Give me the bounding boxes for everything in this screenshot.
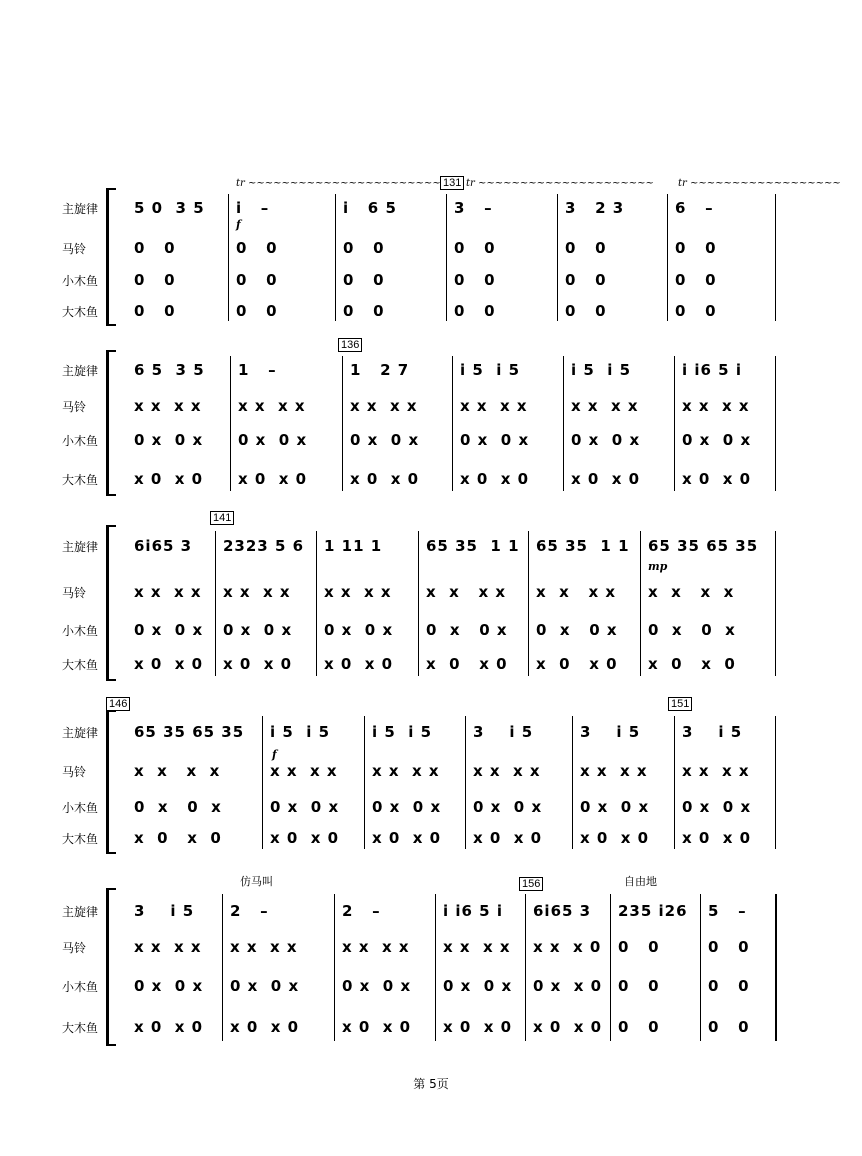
- barline: [465, 716, 466, 849]
- note-cell: i 5 i 5: [372, 723, 433, 741]
- brace-bottom-cap: [106, 852, 116, 857]
- instrument-label: 主旋律: [62, 364, 99, 378]
- trill-mark: tr ~~~~~~~~~~~~~~~~~~~~~: [466, 178, 654, 189]
- brace-top-cap: [106, 188, 116, 193]
- instrument-label: 小木鱼: [62, 801, 99, 815]
- barline: [222, 894, 223, 1041]
- note-cell: i 5 i 5: [571, 361, 632, 379]
- note-cell: 65 35 1 1: [536, 537, 630, 555]
- note-cell: x 0 x 0: [350, 470, 420, 488]
- note-cell: 0 0: [675, 271, 717, 289]
- note-cell: x 0 x 0: [134, 1018, 204, 1036]
- page-footer: 第 5页: [413, 1077, 449, 1091]
- note-cell: 0 0: [708, 938, 750, 956]
- note-cell: 1 2 7: [350, 361, 410, 379]
- note-cell: x x x x: [648, 583, 735, 601]
- brace-bottom-cap: [106, 679, 116, 684]
- performance-direction: 仿马叫: [240, 875, 273, 888]
- note-cell: x x x x: [238, 397, 306, 415]
- note-cell: 0 x 0 x: [580, 798, 650, 816]
- note-cell: 5 –: [708, 902, 747, 920]
- note-cell: 0 0: [708, 977, 750, 995]
- note-cell: 0 0: [675, 239, 717, 257]
- note-cell: x 0 x 0: [426, 655, 508, 673]
- note-cell: 1 –: [238, 361, 277, 379]
- note-cell: 0 0: [134, 302, 176, 320]
- barline: [364, 716, 365, 849]
- note-cell: 0 x 0 x: [270, 798, 340, 816]
- rehearsal-number: 156: [519, 877, 543, 891]
- note-cell: x x x x: [134, 938, 202, 956]
- instrument-label: 马铃: [62, 586, 87, 600]
- note-cell: i i6 5 i: [443, 902, 503, 920]
- note-cell: 0 x 0 x: [682, 798, 752, 816]
- barline: [775, 531, 776, 676]
- note-cell: i –: [236, 199, 270, 217]
- performance-direction: 自由地: [624, 875, 657, 888]
- barline: [262, 716, 263, 849]
- barline: [528, 531, 529, 676]
- instrument-label: 马铃: [62, 941, 87, 955]
- note-cell: 0 x 0 x: [350, 431, 420, 449]
- instrument-label: 小木鱼: [62, 274, 99, 288]
- note-cell: 0 x 0 x: [134, 977, 204, 995]
- barline: [228, 194, 229, 321]
- brace-top-cap: [106, 888, 116, 893]
- note-cell: x 0 x 0: [134, 655, 204, 673]
- note-cell: x x x x: [571, 397, 639, 415]
- note-cell: 3 i 5: [580, 723, 641, 741]
- note-cell: 3 2 3: [565, 199, 625, 217]
- barline: [610, 894, 611, 1041]
- instrument-label: 小木鱼: [62, 624, 99, 638]
- note-cell: 0 0: [675, 302, 717, 320]
- system-brace: [106, 190, 113, 325]
- rehearsal-number: 141: [210, 511, 234, 525]
- note-cell: 0 x 0 x: [460, 431, 530, 449]
- barline: [230, 356, 231, 491]
- rehearsal-number: 151: [668, 697, 692, 711]
- trill-mark: tr ~~~~~~~~~~~~~~~~~~~~~~~: [236, 178, 441, 189]
- instrument-label: 马铃: [62, 242, 87, 256]
- note-cell: 0 x 0 x: [443, 977, 513, 995]
- note-cell: 0 0: [134, 271, 176, 289]
- note-cell: x 0 x 0: [473, 829, 543, 847]
- barline: [435, 894, 436, 1041]
- note-cell: 0 0: [343, 302, 385, 320]
- note-cell: 0 0: [343, 271, 385, 289]
- instrument-label: 大木鱼: [62, 305, 99, 319]
- instrument-label: 马铃: [62, 765, 87, 779]
- barline: [335, 194, 336, 321]
- barline: [334, 894, 335, 1041]
- note-cell: 2 –: [230, 902, 269, 920]
- barline: [775, 194, 776, 321]
- note-cell: i 5 i 5: [270, 723, 331, 741]
- note-cell: 6 5 3 5: [134, 361, 205, 379]
- rehearsal-number: 131: [440, 176, 464, 190]
- note-cell: x 0 x 0: [648, 655, 736, 673]
- note-cell: x 0 x 0: [134, 470, 204, 488]
- note-cell: 0 0: [236, 302, 278, 320]
- barline: [215, 531, 216, 676]
- instrument-label: 大木鱼: [62, 1021, 99, 1035]
- note-cell: 0 x 0 x: [134, 431, 204, 449]
- instrument-label: 小木鱼: [62, 980, 99, 994]
- system-brace: [106, 712, 113, 853]
- note-cell: 0 x 0 x: [426, 621, 508, 639]
- note-cell: 0 0: [454, 239, 496, 257]
- note-cell: 3 i 5: [682, 723, 743, 741]
- note-cell: x 0 x 0: [342, 1018, 412, 1036]
- note-cell: i 6 5: [343, 199, 397, 217]
- note-cell: 2323 5 6: [223, 537, 305, 555]
- note-cell: x x x x: [443, 938, 511, 956]
- note-cell: x 0 x 0: [536, 655, 618, 673]
- note-cell: 3 –: [454, 199, 493, 217]
- brace-bottom-cap: [106, 324, 116, 329]
- note-cell: 0 x 0 x: [223, 621, 293, 639]
- note-cell: 0 0: [565, 239, 607, 257]
- brace-top-cap: [106, 525, 116, 530]
- note-cell: x x x x: [270, 762, 338, 780]
- note-cell: 0 0: [236, 239, 278, 257]
- note-cell: 6i65 3: [134, 537, 193, 555]
- note-cell: 0 x 0 x: [571, 431, 641, 449]
- note-cell: 0 x 0 x: [536, 621, 618, 639]
- note-cell: 0 0: [565, 302, 607, 320]
- note-cell: x 0 x 0: [230, 1018, 300, 1036]
- barline: [572, 716, 573, 849]
- note-cell: i i6 5 i: [682, 361, 742, 379]
- brace-top-cap: [106, 350, 116, 355]
- barline: [775, 716, 776, 849]
- barline: [674, 716, 675, 849]
- dynamic-marking: f: [236, 218, 241, 231]
- note-cell: 0 x 0 x: [342, 977, 412, 995]
- note-cell: x x x x: [426, 583, 507, 601]
- note-cell: 5 0 3 5: [134, 199, 205, 217]
- brace-bottom-cap: [106, 1044, 116, 1049]
- note-cell: x x x x: [372, 762, 440, 780]
- note-cell: x x x 0: [533, 938, 602, 956]
- note-cell: 3 i 5: [134, 902, 195, 920]
- note-cell: x x x x: [682, 397, 750, 415]
- note-cell: 0 0: [618, 1018, 660, 1036]
- note-cell: 0 0: [134, 239, 176, 257]
- note-cell: 0 x 0 x: [134, 621, 204, 639]
- note-cell: 0 x 0 x: [372, 798, 442, 816]
- note-cell: 0 x 0 x: [230, 977, 300, 995]
- note-cell: x 0 x 0: [372, 829, 442, 847]
- dynamic-marking: mp: [648, 560, 668, 573]
- note-cell: 0 x 0 x: [648, 621, 736, 639]
- note-cell: 6i65 3: [533, 902, 592, 920]
- note-cell: 65 35 65 35: [648, 537, 759, 555]
- note-cell: 0 0: [565, 271, 607, 289]
- rehearsal-number: 136: [338, 338, 362, 352]
- note-cell: 1 11 1: [324, 537, 383, 555]
- barline: [674, 356, 675, 491]
- note-cell: x x x x: [580, 762, 648, 780]
- barline: [640, 531, 641, 676]
- trill-mark: tr ~~~~~~~~~~~~~~~~~~: [678, 178, 841, 189]
- note-cell: x x x x: [134, 583, 202, 601]
- note-cell: 235 i26: [618, 902, 688, 920]
- note-cell: 0 0: [618, 938, 660, 956]
- note-cell: x x x x: [350, 397, 418, 415]
- barline: [316, 531, 317, 676]
- note-cell: 3 i 5: [473, 723, 534, 741]
- note-cell: 0 0: [454, 271, 496, 289]
- note-cell: x 0 x 0: [460, 470, 530, 488]
- note-cell: x x x x: [682, 762, 750, 780]
- barline: [667, 194, 668, 321]
- note-cell: x 0 x 0: [682, 829, 752, 847]
- note-cell: x x x x: [324, 583, 392, 601]
- note-cell: x x x x: [536, 583, 617, 601]
- system-brace: [106, 527, 113, 680]
- system-brace: [106, 890, 113, 1045]
- dynamic-marking: f: [272, 748, 277, 761]
- instrument-label: 主旋律: [62, 726, 99, 740]
- note-cell: 6 –: [675, 199, 714, 217]
- note-cell: x x x x: [342, 938, 410, 956]
- note-cell: 0 0: [454, 302, 496, 320]
- note-cell: 0 0: [236, 271, 278, 289]
- instrument-label: 主旋律: [62, 905, 99, 919]
- note-cell: x 0 x 0: [533, 1018, 603, 1036]
- barline: [775, 356, 776, 491]
- note-cell: 0 x 0 x: [682, 431, 752, 449]
- note-cell: 0 0: [708, 1018, 750, 1036]
- note-cell: 2 –: [342, 902, 381, 920]
- note-cell: x x x x: [134, 397, 202, 415]
- note-cell: x x x x: [473, 762, 541, 780]
- barline: [342, 356, 343, 491]
- note-cell: x x x x: [460, 397, 528, 415]
- note-cell: 0 x 0 x: [473, 798, 543, 816]
- instrument-label: 大木鱼: [62, 473, 99, 487]
- barline: [446, 194, 447, 321]
- note-cell: x x x x: [230, 938, 298, 956]
- note-cell: x 0 x 0: [134, 829, 222, 847]
- barline: [557, 194, 558, 321]
- rehearsal-number: 146: [106, 697, 130, 711]
- note-cell: 0 x 0 x: [324, 621, 394, 639]
- brace-bottom-cap: [106, 494, 116, 499]
- barline: [525, 894, 526, 1041]
- note-cell: 0 x 0 x: [134, 798, 222, 816]
- instrument-label: 马铃: [62, 400, 87, 414]
- instrument-label: 小木鱼: [62, 434, 99, 448]
- barline: [418, 531, 419, 676]
- note-cell: x 0 x 0: [223, 655, 293, 673]
- instrument-label: 主旋律: [62, 540, 99, 554]
- instrument-label: 大木鱼: [62, 658, 99, 672]
- note-cell: x 0 x 0: [324, 655, 394, 673]
- note-cell: x x x x: [223, 583, 291, 601]
- note-cell: 0 0: [343, 239, 385, 257]
- barline: [563, 356, 564, 491]
- note-cell: 65 35 65 35: [134, 723, 245, 741]
- note-cell: x 0 x 0: [580, 829, 650, 847]
- note-cell: x x x x: [134, 762, 221, 780]
- instrument-label: 大木鱼: [62, 832, 99, 846]
- final-barline: [775, 894, 777, 1041]
- note-cell: x 0 x 0: [682, 470, 752, 488]
- note-cell: x 0 x 0: [238, 470, 308, 488]
- system-brace: [106, 352, 113, 495]
- note-cell: 65 35 1 1: [426, 537, 520, 555]
- note-cell: 0 0: [618, 977, 660, 995]
- barline: [700, 894, 701, 1041]
- barline: [452, 356, 453, 491]
- note-cell: i 5 i 5: [460, 361, 521, 379]
- note-cell: 0 x 0 x: [238, 431, 308, 449]
- note-cell: x 0 x 0: [571, 470, 641, 488]
- note-cell: x 0 x 0: [270, 829, 340, 847]
- note-cell: 0 x x 0: [533, 977, 603, 995]
- instrument-label: 主旋律: [62, 202, 99, 216]
- note-cell: x 0 x 0: [443, 1018, 513, 1036]
